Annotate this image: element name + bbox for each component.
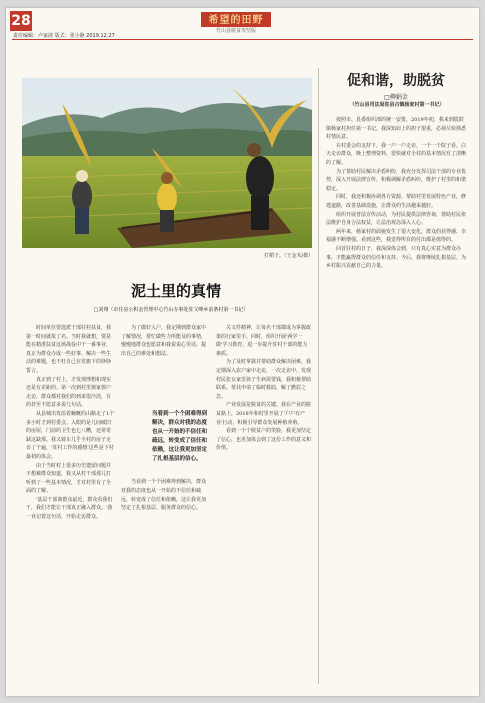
editor-credits: 责任编辑：卢家波 版式：张小静 2019.12.27 [13,33,115,39]
paragraph: 为了帮助村民解决矛盾纠纷，我充分发挥司法干部的专业优势，深入开展法律宣传，积极调解矛盾纠纷，维护了村里的和谐稳定。 [326,168,467,192]
paragraph: 由于当时村上很多历史遗留问题并不想被群众知道，我又从村干部那儿打听到了一些基本情况，才对村里有了全面的了解。 [26,462,112,495]
paragraph: 看到一个个脱贫户的笑脸，我更加坚定了信心，也更加体会到了这份工作的意义和价值。 [216,428,312,452]
paragraph: 为了做好入户，我定期到群众家中了解情况，帮忙做些力所能及的事情，慢慢地群众也愿意和我说说心里话，提出自己的难处和想法。 [121,325,207,357]
left-article-author: □刘翔（市住房公积金管理中心竹山办事处驻文峰乡前条村第一书记） [93,307,249,313]
masthead-title: 希望的田野 [208,15,264,26]
column-divider [318,68,319,684]
page-header [6,8,479,44]
right-article-affiliation: （竹山县司法局驻县古镇杨家村第一书记） [349,102,445,108]
paragraph: 在村委会的支持下，我一户一户走访，一个一个院子看，白天走访群众，晚上整理资料，很快就对全村的基本情况有了清晰的了解。 [326,142,467,166]
paragraph: 回首驻村的日子，我深深体会到，只有真心实意为群众办事，才能赢得群众的信任和支持。今后，我将继续扎根基层，为乡村振兴贡献自己的力量。 [326,245,467,270]
photo-caption: 打稻子。（王金禾/摄） [264,253,314,259]
paragraph: '基层干部离群众最近，群众看我们干，我们才能让干部真正融入群众。'我一直记着这句话，开始走访群众。 [26,496,113,521]
paragraph: 同时，我还积极协调各方资源，帮助村里发展特色产业，修建道路，改善基础设施，让群众的生活越来越好。 [326,194,467,209]
left-article-column-3 [216,324,311,453]
right-article-author: □柳娟金 [384,94,408,101]
paragraph: 产业发展是脱贫的关键。我在产业的脱贫路上，2018年和村里开展了'户户有产业'行动，积极引导群众发展种植养殖。 [216,402,312,426]
page-number: 28 [11,13,31,29]
right-article-body [326,116,466,271]
pull-quote: 当看到一个个困难得到解决，群众对我的态度也从一开始的不信任和疏远，转变成了信任和依赖，这让我更加坚定了扎根基层的信心。 [152,411,208,462]
paragraph: 为了及时掌握并帮助群众解决困难，我定期深入农户家中走访，一次走访中，发现村民张女家里孩子生病需要钱，我积极帮助联系，帮其申请了临时救助，解了燃眉之急。 [216,359,312,400]
rice-harvest-photo [22,78,312,248]
left-article-column-1 [26,324,115,522]
photo-illustration [22,78,312,248]
paragraph: 按照市、县委组织部的统一安排，2019年初，我来到擂鼓镇杨家村担任第一书记。我深知肩上的担子很重，必须尽快熟悉村情民意。 [326,117,467,141]
header-divider [12,39,473,40]
right-article-title: 促和谐，助脱贫 [347,73,445,89]
newspaper-page [6,8,479,696]
paragraph: 真正到了村上，才发现理想和现实还是有差距的。第一次到村里挨家挨户走访，群众都对我们的到来很冷淡，有的甚至不愿意多说几句话。 [26,376,112,409]
left-article-title: 泥土里的真情 [130,282,221,300]
paragraph: 当看到一个个困难得到解决，群众对我的态度也从一开始的不信任和疏远，转变成了信任和依赖，这让我更加坚定了扎根基层、服务群众的信心。 [121,479,207,512]
paragraph: 从县城出发沿着蜿蜒的山路走了1个多小时才到村委会。入眼的是几间破旧的房屋，门前的卫生也七八糟，还常常缺这缺那。我又骑车几乎全村的房子走访了个遍，'驻村工作的感想'这些是下村最初的体会。 [26,410,115,460]
paragraph: 组织开展普法宣传活动，为村民提供法律咨询，帮助村民依法维护自身合法权益，让法治观念深入人心。 [326,211,467,227]
paragraph: 关文件精神，让每名干部都成为掌握政策的行家里手。同时，组织开展'两学一做'学习教育，进一步提升驻村干部的能力素质。 [216,325,312,357]
paragraph: 两年来，杨家村的面貌发生了很大变化，群众的获得感、幸福感不断增强。看到这些，我觉得所有的付出都是值得的。 [326,228,467,244]
masthead-subtitle: 竹山县脱贫攻坚版 [215,28,256,34]
paragraph: 时间单位要选派干部驻村扶贫，我第一时间就报了名。当时我就想，要是能在精准扶贫这场战役中干一番事业，真正为群众办成一些好事、解决一些生活的难题，也不枉自己在党旗下的铮铮誓言。 [26,325,112,374]
